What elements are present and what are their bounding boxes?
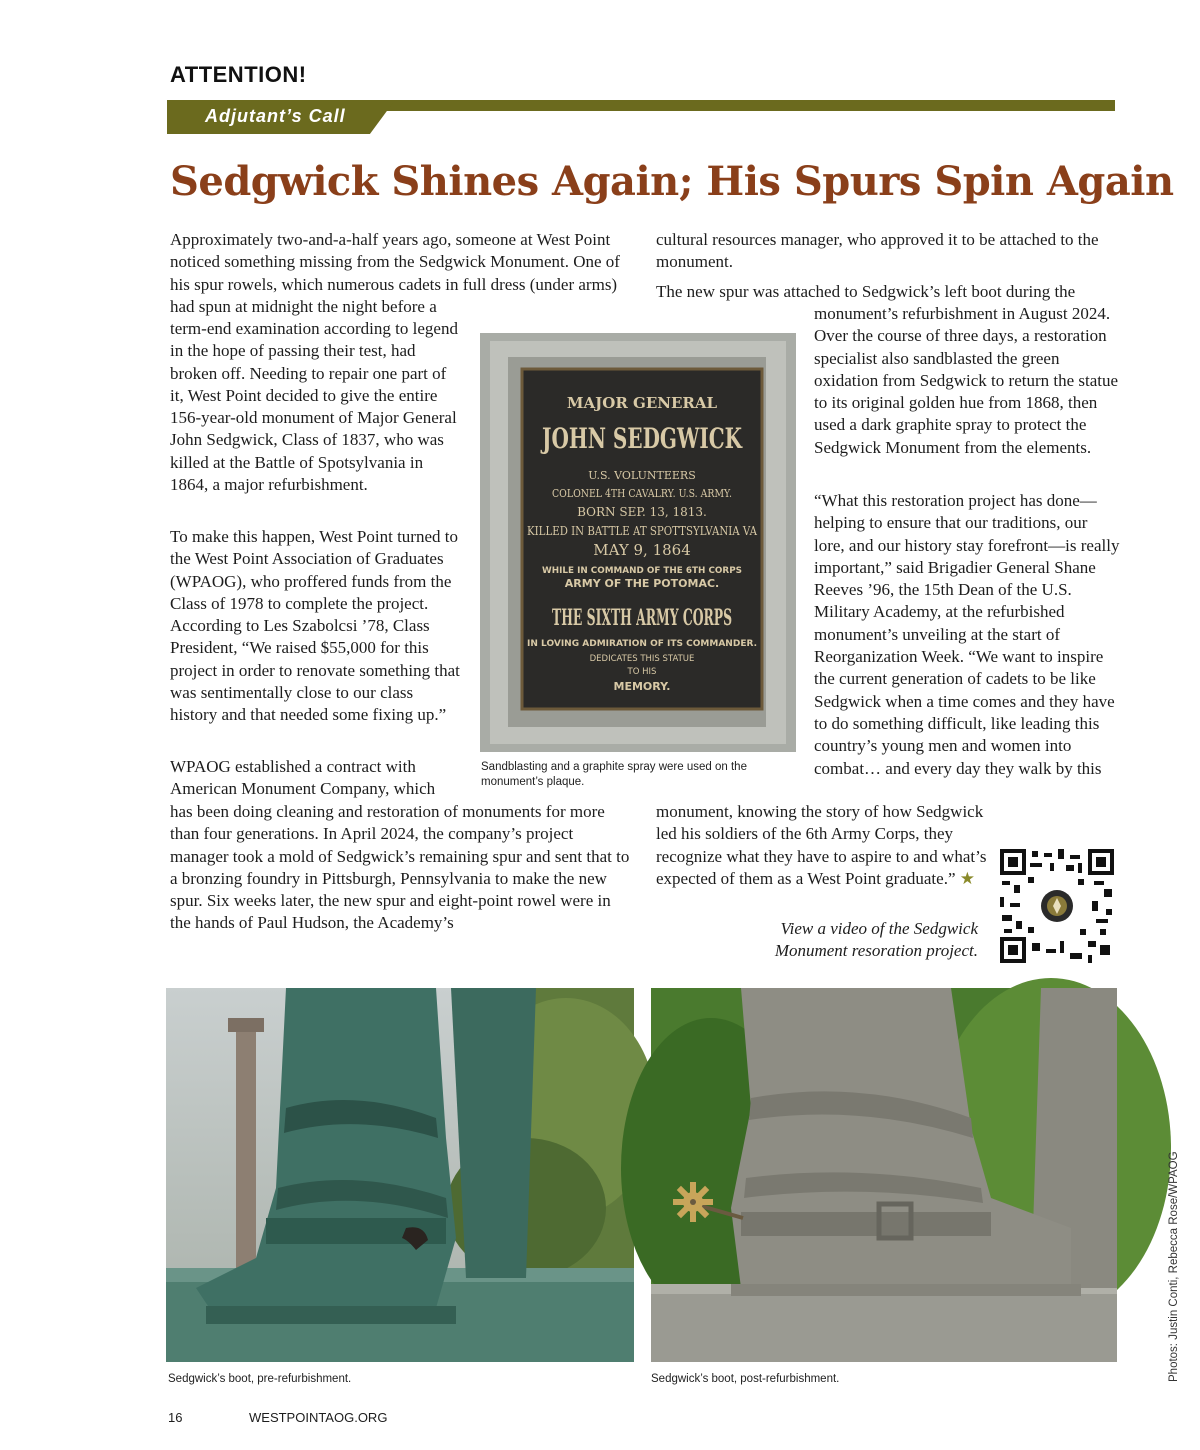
plaque-line: WHILE IN COMMAND OF THE 6TH CORPS <box>542 566 742 576</box>
col2-para0: cultural resources manager, who approved it to be attached to the monument. <box>656 230 1099 272</box>
star-icon: ★ <box>959 868 975 888</box>
plaque-image <box>480 333 796 752</box>
col2-para2-wrap: “What this restoration project has done—helping to ensure that our traditions, our lore, and our history stay forefront—is really important,” said Brigadier General Shane Reeves ’96, the 15th Dean of the U.S. Military Academy, at the refurbished monument’s unveiling at the start of Reorganization Week. “We want to inspire the current generation of cadets to be like Sedgwick when a time comes and they have to do something difficult, like leading this country’s young men and women into combat… and every day they walk by this <box>814 491 1120 778</box>
plaque-caption: Sandblasting and a graphite spray were used on the monument’s plaque. <box>481 761 747 788</box>
column-name: Adjutant’s Call <box>205 106 346 126</box>
plaque-line: U.S. VOLUNTEERS <box>588 469 696 482</box>
boot-pre-photo <box>166 988 634 1362</box>
plaque-line: MEMORY. <box>613 680 671 693</box>
quote-ending: monument, knowing the story of how Sedgwick led his soldiers of the 6th Army Corps, they recognize what they have to aspire to and what’s expected of them as a West Point graduate.” <box>656 802 987 888</box>
plaque-line: BORN SEP. 13, 1813. <box>577 505 707 519</box>
page-number: 16 <box>168 1410 183 1425</box>
col1-para3-full: has been doing cleaning and restoration of monuments for more than four generations. In April 2024, the company’s project manager took a mold of Sedgwick’s remaining spur and sent that to a bronzing foundry in Pittsburgh, Pennsylvania to make the new spur. Six weeks later, the new spur and eight-point rowel were in the hands of Paul Hudson, the Academy’s <box>170 802 630 933</box>
plaque-line: IN LOVING ADMIRATION OF ITS COMMANDER. <box>527 639 757 649</box>
boot-post-image <box>651 988 1117 1362</box>
col1-para1-wrap: term-end examination according to legend in the hope of passing their test, had broken off. Needing to repair one part of it, West Point decided to give the entire 156-year-old monument of Major General John Sedgwick, Class of 1837, who was killed at the Battle of Spotsylvania in 1864, a major refurbishment. <box>170 319 458 495</box>
col2-para2-full <box>656 801 991 890</box>
plaque-line: ARMY OF THE POTOMAC. <box>564 577 720 590</box>
boot-post-photo <box>651 988 1117 1362</box>
col1-para3-wrap: WPAOG established a contract with American Monument Company, which <box>170 757 436 799</box>
plaque-line: DEDICATES THIS STATUE <box>589 654 695 664</box>
column-banner <box>167 100 1115 134</box>
plaque-line: MAY 9, 1864 <box>593 541 691 559</box>
col1-para1-full: Approximately two-and-a-half years ago, someone at West Point noticed something missing from the Sedgwick Monument. One of his spur rowels, which numerous cadets in full dress (under arms) had spun at midnight the night before a <box>170 230 620 316</box>
plaque-line: THE SIXTH ARMY CORPS <box>552 605 732 631</box>
boot-post-caption: Sedgwick’s boot, post-refurbishment. <box>651 1373 840 1385</box>
video-caption: View a video of the Sedgwick Monument resoration project. <box>774 919 978 960</box>
col2-para1-top: The new spur was attached to Sedgwick’s left boot during the <box>656 282 1076 301</box>
boot-pre-caption: Sedgwick’s boot, pre-refurbishment. <box>168 1373 352 1385</box>
plaque-line: COLONEL 4TH CAVALRY. U.S. ARMY. <box>552 487 732 500</box>
col2-para1-wrap: monument’s refurbishment in August 2024. Over the course of three days, a restoration specialist also sandblasted the green oxidation from Sedgwick to return the statue to its original golden hue from 1868, then used a dark graphite spray to protect the Sedgwick Monument from the elements. <box>814 304 1119 457</box>
footer-url[interactable]: WESTPOINTAOG.ORG <box>249 1410 388 1425</box>
boot-pre-image <box>166 988 634 1362</box>
photo-credit: Photos: Justin Conti, Rebecca Rose/WPAOG <box>1168 1151 1180 1382</box>
plaque-name: JOHN SEDGWICK <box>539 422 744 455</box>
section-label: ATTENTION! <box>170 62 307 87</box>
plaque-line: MAJOR GENERAL <box>566 394 718 412</box>
col1-para2: To make this happen, West Point turned to the West Point Association of Graduates (WPAOG), who proffered funds from the Class of 1978 to complete the project. According to Les Szabolcsi ’78, Class President, “We raised $55,000 for this project in order to renovate something that was sentimentally close to our class history and that needed some fixing up.” <box>170 527 460 725</box>
plaque-line: TO HIS <box>627 667 657 677</box>
article-headline: Sedgwick Shines Again; His Spurs Spin Again <box>170 158 1174 205</box>
qr-code-icon[interactable] <box>1000 849 1114 963</box>
plaque-line: KILLED IN BATTLE AT SPOTTSYLVANIA VA <box>527 524 758 538</box>
plaque-photo <box>480 333 796 752</box>
